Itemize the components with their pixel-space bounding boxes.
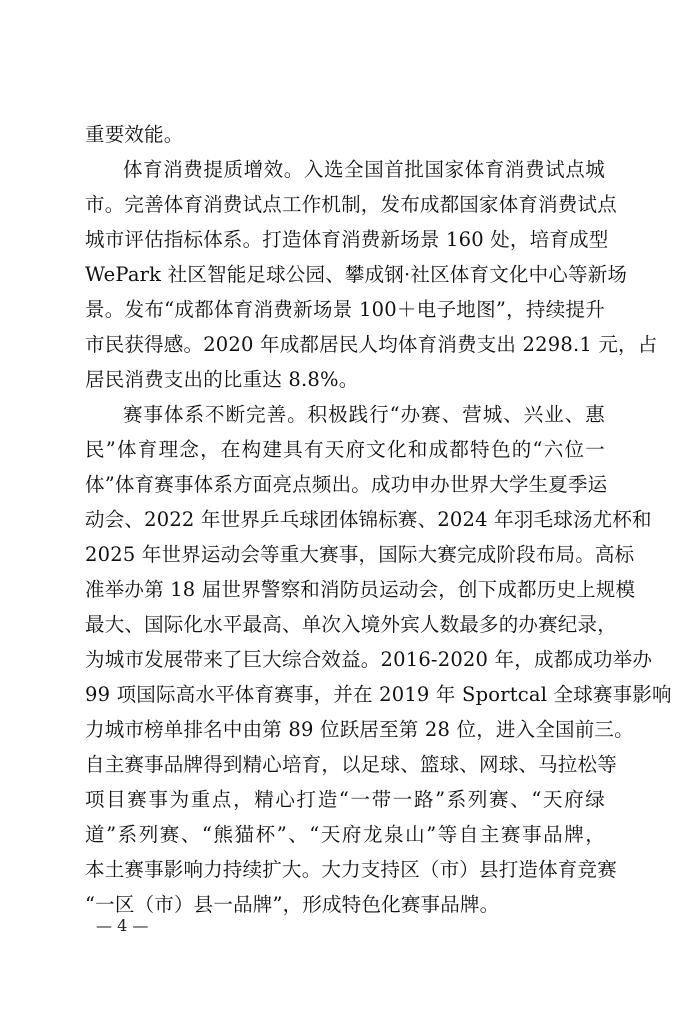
text-line: 本土赛事影响力持续扩大。大力支持区（市）县打造体育竞赛: [85, 858, 617, 881]
text-line: “一区（市）县一品牌”，形成特色化赛事品牌。: [85, 893, 500, 916]
text-line: 居民消费支出的比重达 8.8%。: [85, 368, 359, 391]
text-line: 重要效能。: [85, 123, 184, 146]
text-line: 城市评估指标体系。打造体育消费新场景 160 处，培育成型: [85, 228, 609, 251]
text-line: 2025 年世界运动会等重大赛事，国际大赛完成阶段布局。高标: [85, 543, 635, 566]
text-line: 准举办第 18 届世界警察和消防员运动会，创下成都历史上规模: [85, 578, 636, 601]
paragraph-heading-line: 赛事体系不断完善。积极践行“办赛、营城、兴业、惠: [123, 403, 605, 426]
text-line: 道”系列赛、“熊猫杯”、“天府龙泉山”等自主赛事品牌，: [85, 823, 605, 846]
text-line: 力城市榜单排名中由第 89 位跃居至第 28 位，进入全国前三。: [85, 718, 634, 741]
text-line: 市民获得感。2020 年成都居民人均体育消费支出 2298.1 元，占: [85, 333, 658, 356]
text-line: 体”体育赛事体系方面亮点频出。成功申办世界大学生夏季运: [85, 473, 608, 496]
text-line: 99 项国际高水平体育赛事，并在 2019 年 Sportcal 全球赛事影响: [85, 683, 672, 706]
text-line: 民”体育理念，在构建具有天府文化和成都特色的“六位一: [85, 438, 605, 461]
text-line: 为城市发展带来了巨大综合效益。2016-2020 年，成都成功举办: [85, 648, 653, 671]
paragraph-heading-line: 体育消费提质增效。入选全国首批国家体育消费试点城: [123, 158, 605, 181]
text-line: 动会、2022 年世界乒乓球团体锦标赛、2024 年羽毛球汤尤杯和: [85, 508, 652, 531]
text-line: 自主赛事品牌得到精心培育，以足球、篮球、网球、马拉松等: [85, 753, 617, 776]
text-line: WePark 社区智能足球公园、攀成钢·社区体育文化中心等新场: [85, 263, 628, 286]
text-line: 项目赛事为重点，精心打造“一带一路”系列赛、“天府绿: [85, 788, 605, 811]
text-line: 景。发布“成都体育消费新场景 100＋电子地图”，持续提升: [85, 298, 605, 321]
text-line: 市。完善体育消费试点工作机制，发布成都国家体育消费试点: [85, 193, 617, 216]
page-number: — 4 —: [96, 916, 149, 935]
text-line: 最大、国际化水平最高、单次入境外宾人数最多的办赛纪录，: [85, 613, 617, 636]
